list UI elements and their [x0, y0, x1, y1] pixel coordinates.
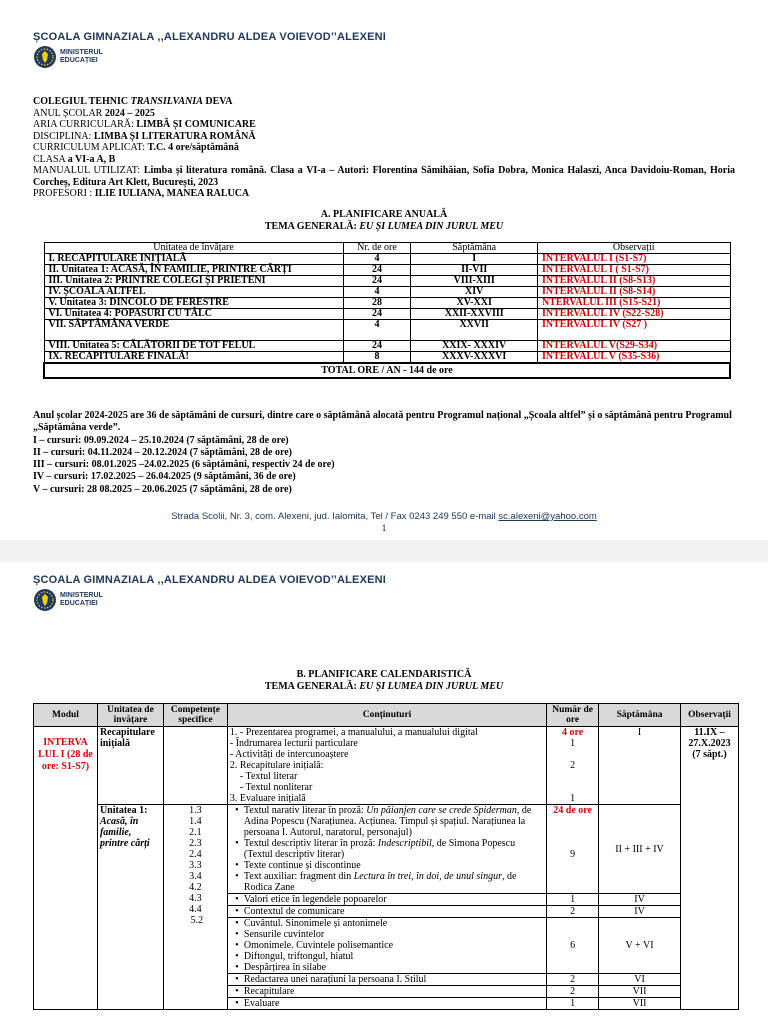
- unit-cell: IX. RECAPITULARE FINALĂ!: [44, 352, 343, 364]
- contents-recap: 1. - Prezentarea programei, a manualului, a manualului digital - Îndrumarea lecturii particulare - Activități de intercunoaștere 2. Recapitulare inițială: - Textul literar - Textul nonliterar 3. Evaluare inițială: [227, 727, 546, 805]
- obs-cell: INTERVALUL II (S8-S14): [538, 287, 731, 298]
- week-row: VI: [599, 974, 681, 986]
- competence-item: 3.4: [189, 871, 202, 882]
- week-block1: II + III + IV: [599, 805, 681, 894]
- ministry-line-1: MINISTERUL: [60, 592, 103, 599]
- col-obs: Observații: [681, 704, 739, 727]
- hours-row: 2: [547, 974, 599, 986]
- competences-unit1: [163, 805, 227, 1010]
- hours-row: 2: [547, 986, 599, 998]
- weeks-cell: XXIX- XXXIV: [411, 341, 538, 352]
- annual-plan-row: [44, 276, 730, 287]
- week-block2: V + VI: [599, 918, 681, 974]
- col-week: Săptămâna: [599, 704, 681, 727]
- hours-cell: 8: [343, 352, 411, 364]
- competence-item: 1.3: [189, 805, 202, 816]
- document-info: [33, 96, 735, 200]
- section-a-title: A. PLANIFICARE ANUALĂ: [320, 209, 448, 220]
- obs-cell: NTERVALUL III (S15-S21): [538, 298, 731, 309]
- obs-cell: INTERVALUL V(S29-S34): [538, 341, 731, 352]
- unit-cell: I. RECAPITULARE INIȚIALĂ: [44, 254, 343, 265]
- teachers-line: PROFESORI : ILIE IULIANA, MANEA RALUCA: [33, 188, 250, 199]
- unit-recap: Recapitulare inițială: [97, 727, 163, 805]
- hours-cell: 4: [343, 254, 411, 265]
- unit-cell: VIII. Unitatea 5: CĂLĂTORII DE TOT FELUL: [44, 341, 343, 352]
- notes-item-2: II – cursuri: 04.11.2024 – 20.12.2024 (7 săptămâni, 28 de ore): [33, 446, 292, 458]
- hours-block2: 6: [547, 918, 599, 974]
- page-number: 1: [381, 523, 387, 533]
- weeks-cell: VIII-XIII: [411, 276, 538, 287]
- col-obs: Observații: [538, 243, 731, 254]
- hours-recap: 4 ore 1 2 1: [547, 727, 599, 805]
- annual-plan-row: [44, 287, 730, 298]
- weeks-cell: XXII-XXVIII: [411, 309, 538, 320]
- contents-row: • Contextul de comunicare: [227, 906, 546, 918]
- col-competences: Competențe specifice: [163, 704, 227, 727]
- obs-cell: INTERVALUL IV (S27 ): [538, 320, 731, 341]
- col-hours: Nr. de ore: [343, 243, 411, 254]
- notes-item-1: I – cursuri: 09.09.2024 – 25.10.2024 (7 săptămâni, 28 de ore): [33, 434, 289, 446]
- unit-1: Unitatea 1: Acasă, în familie, printre cărți: [97, 805, 163, 1010]
- school-year-notes: [33, 410, 743, 496]
- obs-cell: INTERVALUL I (S1-S7): [538, 254, 731, 265]
- weeks-cell: XV-XXI: [411, 298, 538, 309]
- competence-item: 2.3: [189, 838, 202, 849]
- annual-plan-row: [44, 341, 730, 352]
- unit-cell: VII. SĂPTĂMÂNA VERDE: [44, 320, 343, 341]
- col-weeks: Săptămâna: [411, 243, 538, 254]
- ministry-line-2: EDUCAȚIEI: [60, 57, 98, 64]
- obs-cell: INTERVALUL V (S35-S36): [538, 352, 731, 364]
- contents-row: • Redactarea unei narațiuni la persoana I. Stilul: [227, 974, 546, 986]
- hours-block1: 24 de ore 9: [547, 805, 599, 894]
- hours-cell: 4: [343, 320, 411, 341]
- hours-cell: 24: [343, 309, 411, 320]
- hours-cell: 4: [343, 287, 411, 298]
- ministry-crest-icon: [33, 45, 57, 69]
- annual-plan-row: [44, 320, 730, 341]
- table-row-unit1-texts: [34, 805, 739, 894]
- obs-cell: INTERVALUL I ( S1-S7): [538, 265, 731, 276]
- observations-interval-1: 11.IX – 27.X.2023 (7 săpt.): [681, 727, 739, 1010]
- calendar-plan-table: [33, 703, 739, 1010]
- weeks-cell: XIV: [411, 287, 538, 298]
- weeks-cell: I: [411, 254, 538, 265]
- contents-row: • Valori etice în legendele popoarelor: [227, 894, 546, 906]
- week-row: VII: [599, 986, 681, 998]
- modul-interval-1: INTERVA LUL I (28 de ore: S1-S7): [34, 727, 98, 1010]
- annual-plan-header: [44, 243, 730, 254]
- obs-cell: INTERVALUL IV (S22-S28): [538, 309, 731, 320]
- weeks-cell: XXVII: [411, 320, 538, 341]
- hours-cell: 24: [343, 341, 411, 352]
- competences-recap: [163, 727, 227, 805]
- manual-line: MANUALUL UTILIZAT: Limba și literatura română. Clasa a VI-a – Autori: Florentina Sâmihăian, Sofia Dobra, Monica Halaszi, Anca Davidoiu-Roman, Horia Corcheș, Editura Art Klett, București, 2023: [33, 165, 736, 188]
- obs-cell: INTERVALUL II (S8-S13): [538, 276, 731, 287]
- class-line: CLASA a VI-a A, B: [33, 153, 116, 165]
- footer-address: Strada Scolii, Nr. 3, com. Alexeni, jud. Ialomita, Tel / Fax 0243 249 550 e-mail: [171, 511, 499, 522]
- competence-item: 3.3: [189, 860, 202, 871]
- ministry-logo-2: [33, 588, 103, 612]
- ministry-crest-icon: [33, 588, 57, 612]
- col-hours: Număr de ore: [547, 704, 599, 727]
- competence-item: 4.3: [189, 893, 202, 904]
- college-line: COLEGIUL TEHNIC TRANSILVANIA DEVA: [33, 96, 233, 107]
- hours-cell: 24: [343, 276, 411, 287]
- week-row: IV: [599, 906, 681, 918]
- annual-plan-row: [44, 298, 730, 309]
- annual-plan-row: [44, 352, 730, 364]
- area-line: ARIA CURRICULARĂ: LIMBĂ ȘI COMUNICARE: [33, 119, 256, 130]
- hours-row: 2: [547, 906, 599, 918]
- notes-item-3: III – cursuri: 08.01.2025 –24.02.2025 (6 săptămâni, respectiv 24 de ore): [33, 459, 335, 471]
- annual-plan-row: [44, 309, 730, 320]
- calendar-plan-header: [34, 704, 739, 727]
- section-b-title: B. PLANIFICARE CALENDARISTICĂ: [296, 669, 472, 680]
- page-footer: [0, 511, 768, 522]
- annual-total: TOTAL ORE / AN - 144 de ore: [44, 363, 730, 378]
- notes-intro: Anul școlar 2024-2025 are 36 de săptămâni de cursuri, dintre care o săptămână alocată pentru Programul național „Școala altfel” și o săptămână pentru Programul „Săptămâna verde”.: [33, 410, 732, 434]
- page-2: [0, 562, 768, 1024]
- weeks-cell: II-VII: [411, 265, 538, 276]
- unit-cell: V. Unitatea 3: DINCOLO DE FERESTRE: [44, 298, 343, 309]
- contents-row: • Evaluare: [227, 998, 546, 1010]
- hours-row: 1: [547, 998, 599, 1010]
- competence-item: 5.2: [190, 915, 204, 926]
- contents-block1: • Textul narativ literar în proză: Un păianjen care se crede Spiderman, de Adina Popescu (Narațiunea. Acțiunea. Timpul și spațiul. Narațiunea la persoana I. Autorul, naratorul, personajul) • Textul descriptiv literar în proză: Indescriptibil, de Simona Popescu (Textul descriptiv literar) • Texte continue și discontinue • Text auxiliar: fragment din Lectura în trei, în doi, de unul singur, de Rodica Zane: [227, 805, 546, 894]
- section-a-theme: TEMA GENERALĂ: EU ȘI LUMEA DIN JURUL MEU: [264, 221, 504, 232]
- table-row-recap: [34, 727, 739, 805]
- annual-plan-row: [44, 254, 730, 265]
- unit-cell: II. Unitatea 1: ACASĂ, ÎN FAMILIE, PRINTRE CĂRȚI: [44, 265, 343, 276]
- hours-cell: 28: [343, 298, 411, 309]
- curriculum-line: CURRICULUM APLICAT: T.C. 4 ore/săptămână: [33, 142, 239, 153]
- annual-plan-table: [43, 242, 731, 379]
- competence-item: 4.2: [189, 882, 202, 893]
- year-line: ANUL ȘCOLAR 2024 – 2025: [33, 107, 155, 119]
- competence-item: 2.1: [189, 827, 202, 838]
- competence-item: 4.4: [189, 904, 202, 915]
- ministry-line-1: MINISTERUL: [60, 49, 103, 56]
- hours-cell: 24: [343, 265, 411, 276]
- col-unit: Unitatea de învățare: [44, 243, 343, 254]
- contents-block2: • Cuvântul. Sinonimele și antonimele • Sensurile cuvintelor • Omonimele. Cuvintele polisemantice • Diftongul, triftongul, hiatul • Despărțirea în silabe: [227, 918, 546, 974]
- unit-cell: IV. ȘCOALA ALTFEL: [44, 287, 343, 298]
- school-name-2: ȘCOALA GIMNAZIALA ,,ALEXANDRU ALDEA VOIEVOD’’ALEXENI: [33, 574, 387, 586]
- unit-cell: III. Unitatea 2: PRINTRE COLEGI ȘI PRIETENI: [44, 276, 343, 287]
- notes-item-4: IV – cursuri: 17.02.2025 – 26.04.2025 (9 săptămâni, 36 de ore): [33, 471, 296, 483]
- competence-item: 1.4: [189, 816, 202, 827]
- ministry-line-2: EDUCAȚIEI: [60, 600, 98, 607]
- discipline-line: DISCIPLINA: LIMBA ȘI LITERATURA ROMÂNĂ: [33, 130, 256, 142]
- week-recap: I: [599, 727, 681, 805]
- unit-cell: VI. Unitatea 4: POPASURI CU TÂLC: [44, 309, 343, 320]
- footer-email-link[interactable]: sc.alexeni@yahoo.com: [498, 511, 597, 522]
- contents-row: • Recapitulare: [227, 986, 546, 998]
- col-unit: Unitatea de învățare: [97, 704, 163, 727]
- hours-row: 1: [547, 894, 599, 906]
- section-b-theme: TEMA GENERALĂ: EU ȘI LUMEA DIN JURUL MEU: [264, 681, 504, 692]
- weeks-cell: XXXV-XXXVI: [411, 352, 538, 364]
- ministry-logo: [33, 45, 103, 69]
- col-modul: Modul: [34, 704, 98, 727]
- annual-plan-row: [44, 265, 730, 276]
- week-row: IV: [599, 894, 681, 906]
- col-contents: Conținuturi: [227, 704, 546, 727]
- week-row: VII: [599, 998, 681, 1010]
- notes-item-5: V – cursuri: 28 08.2025 – 20.06.2025 (7 săptămâni, 28 de ore): [33, 483, 292, 495]
- competence-item: 2.4: [189, 849, 202, 860]
- school-name: ȘCOALA GIMNAZIALA ,,ALEXANDRU ALDEA VOIEVOD’’ALEXENI: [33, 31, 387, 43]
